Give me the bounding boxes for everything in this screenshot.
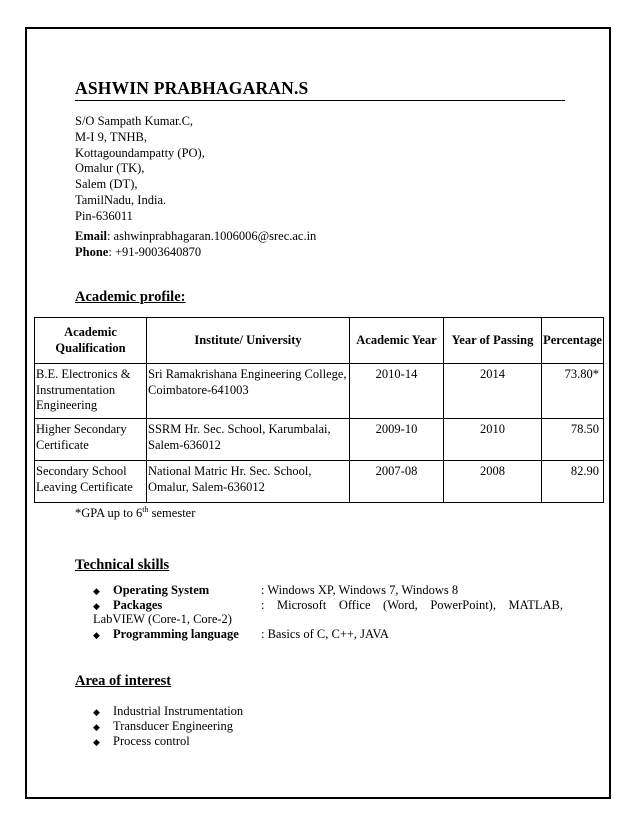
area-of-interest-heading: Area of interest	[75, 673, 172, 689]
address-line: Omalur (TK),	[75, 161, 145, 176]
skill-item	[0, 598, 638, 613]
cell-academic-year: 2009-10	[350, 419, 444, 461]
phone-label: Phone	[75, 244, 109, 259]
list-item	[0, 734, 638, 749]
interest-label: Process control	[113, 734, 190, 748]
cell-qualification: Secondary School Leaving Certificate	[35, 461, 147, 503]
email-value[interactable]: : ashwinprabhagaran.1006006@srec.ac.in	[106, 229, 317, 243]
header-academic-year: Academic Year	[350, 318, 444, 364]
cell-year-of-passing: 2014	[444, 364, 542, 419]
cell-percentage: 82.90	[542, 461, 604, 503]
phone-value: : +91-9003640870	[108, 244, 202, 259]
address-block	[75, 114, 205, 225]
cell-percentage: 78.50	[542, 419, 604, 461]
email-line	[75, 229, 316, 245]
skill-item	[0, 583, 638, 598]
academic-profile-heading: Academic profile:	[75, 289, 186, 305]
academic-table	[34, 317, 604, 503]
cell-year-of-passing: 2008	[444, 461, 542, 503]
name-underline-rule	[75, 100, 565, 101]
diamond-bullet-icon: ◆	[93, 722, 100, 732]
diamond-bullet-icon: ◆	[93, 586, 100, 596]
cell-institute: SSRM Hr. Sec. School, Karumbalai, Salem-636012	[147, 419, 350, 461]
cell-academic-year: 2007-08	[350, 461, 444, 503]
candidate-name: ASHWIN PRABHAGARAN.S	[75, 78, 309, 98]
gpa-note-text: *GPA up to 6	[75, 506, 143, 521]
skill-value: : Basics of C, C++, JAVA	[261, 626, 389, 641]
skill-label: Operating System	[113, 583, 210, 597]
header-institute: Institute/ University	[147, 318, 350, 364]
cell-qualification: Higher Secondary Certificate	[35, 419, 147, 461]
interest-label: Transducer Engineering	[113, 719, 233, 733]
address-line: M-I 9, TNHB,	[75, 129, 147, 144]
gpa-footnote	[75, 505, 195, 521]
email-label: Email	[75, 229, 107, 243]
list-item	[0, 704, 638, 719]
cell-institute: National Matric Hr. Sec. School, Omalur, Salem-636012	[147, 461, 350, 503]
address-line: Pin-636011	[75, 208, 133, 223]
contact-block	[75, 229, 316, 261]
header-qualification: Academic Qualification	[35, 318, 147, 364]
skill-value: : Microsoft Office (Word, PowerPoint), MATLAB,	[261, 597, 563, 612]
diamond-bullet-icon: ◆	[93, 707, 100, 717]
skill-item	[0, 627, 638, 642]
diamond-bullet-icon: ◆	[93, 629, 100, 640]
list-item	[0, 719, 638, 734]
gpa-note-suffix: semester	[148, 506, 196, 521]
cell-institute: Sri Ramakrishana Engineering College, Coimbatore-641003	[147, 364, 350, 419]
table-row	[35, 364, 604, 419]
address-line: Salem (DT),	[75, 177, 138, 192]
address-line: S/O Sampath Kumar.C,	[75, 114, 194, 128]
table-header-row	[35, 318, 604, 364]
address-line: TamilNadu, India.	[75, 192, 167, 207]
address-line: Kottagoundampatty (PO),	[75, 145, 205, 160]
technical-skills-list	[0, 583, 638, 641]
skill-value: : Windows XP, Windows 7, Windows 8	[261, 583, 459, 597]
phone-line	[75, 245, 316, 261]
table-row	[35, 461, 604, 503]
skill-label: Programming language	[113, 626, 239, 641]
skill-item-continuation	[0, 612, 638, 627]
table-row	[35, 419, 604, 461]
skill-label: Packages	[113, 597, 163, 612]
cell-year-of-passing: 2010	[444, 419, 542, 461]
skill-value-continuation: LabVIEW (Core-1, Core-2)	[93, 612, 232, 626]
header-year-of-passing: Year of Passing	[444, 318, 542, 364]
diamond-bullet-icon: ◆	[93, 600, 100, 611]
diamond-bullet-icon: ◆	[93, 737, 100, 747]
header-percentage: Percentage	[542, 318, 604, 364]
technical-skills-heading: Technical skills	[75, 557, 170, 573]
interest-label: Industrial Instrumentation	[113, 704, 244, 718]
cell-academic-year: 2010-14	[350, 364, 444, 419]
gpa-note-superscript: th	[142, 505, 149, 514]
cell-qualification: B.E. Electronics & Instrumentation Engineering	[35, 364, 147, 419]
interests-list	[0, 704, 638, 749]
cell-percentage: 73.80*	[542, 364, 604, 419]
